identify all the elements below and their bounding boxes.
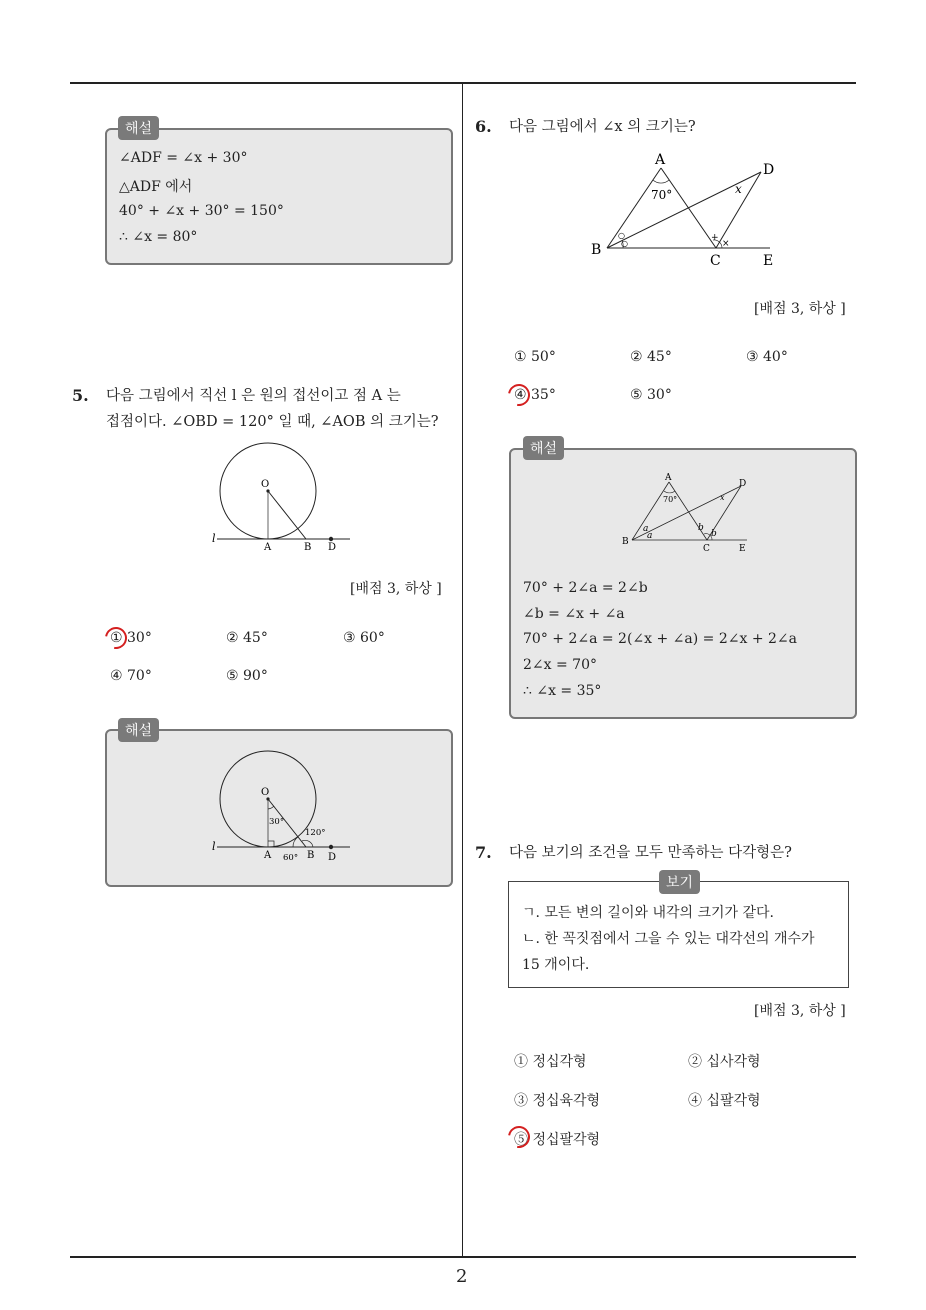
option-4[interactable]: ④ 70°	[110, 668, 152, 684]
question-text: 다음 그림에서 직선 l 은 원의 접선이고 점 A 는	[106, 388, 401, 404]
angle-x-label: x	[735, 182, 742, 196]
solution-line: 70° + 2∠a = 2∠b	[523, 580, 648, 596]
angle-b-label: 120°	[305, 828, 326, 838]
angle-b-label: b	[698, 523, 704, 533]
question-text: 다음 그림에서 ∠x 의 크기는?	[509, 119, 696, 135]
column-divider	[462, 84, 463, 1257]
angle-70-label: 70°	[663, 495, 678, 504]
point-a-label: A	[264, 542, 272, 553]
bogi-box	[508, 881, 849, 988]
bottom-rule	[70, 1256, 856, 1258]
option-3[interactable]: ③ 40°	[746, 349, 788, 365]
angle-a-label: a	[643, 524, 649, 534]
score-label: [배점 3, 하상 ]	[350, 581, 442, 597]
question-number: 5.	[72, 386, 89, 405]
q5-figure	[205, 440, 355, 555]
bogi-line: ㄴ. 한 꼭짓점에서 그을 수 있는 대각선의 개수가	[522, 931, 815, 947]
solution-box-q6	[509, 448, 857, 719]
option-2[interactable]: ② 십사각형	[688, 1054, 761, 1070]
option-1[interactable]: ① 30°	[110, 630, 152, 646]
bogi-tag: 보기	[659, 870, 700, 894]
angle-70-label: 70°	[651, 188, 673, 202]
question-number: 6.	[475, 117, 492, 136]
option-1[interactable]: ① 50°	[514, 349, 556, 365]
point-d-label: D	[763, 162, 775, 178]
point-d-label: D	[739, 479, 747, 489]
line-l-label: l	[212, 840, 216, 853]
point-b-label: B	[622, 537, 629, 547]
solution-line: ∠b = ∠x + ∠a	[523, 606, 625, 622]
solution-tag: 해설	[118, 116, 159, 140]
point-o-label: O	[261, 787, 270, 798]
point-b-label: B	[307, 850, 315, 861]
solution-tag: 해설	[118, 718, 159, 742]
solution-line: △ADF 에서	[119, 179, 193, 195]
option-4[interactable]: ④ 35°	[514, 387, 556, 403]
q5-solution-figure	[205, 747, 355, 867]
angle-top-label: 30°	[269, 817, 285, 827]
solution-box-q4	[105, 128, 453, 265]
point-c-label: C	[703, 544, 710, 554]
point-e-label: E	[739, 544, 746, 554]
angle-b-label: b	[711, 529, 717, 539]
point-c-label: C	[710, 253, 721, 269]
angle-mark: ×	[722, 239, 730, 249]
angle-a-label: a	[647, 531, 653, 541]
option-5[interactable]: ⑤ 30°	[630, 387, 672, 403]
solution-line: 40° + ∠x + 30° = 150°	[119, 203, 284, 219]
angle-mark: ○	[618, 231, 625, 240]
point-b-label: B	[591, 242, 602, 258]
score-label: [배점 3, 하상 ]	[754, 1003, 846, 1019]
line-l-label: l	[212, 532, 216, 545]
answer-mark	[504, 380, 535, 411]
point-b-label: B	[304, 542, 312, 553]
option-1[interactable]: ① 정십각형	[514, 1054, 587, 1070]
solution-line: ∠ADF = ∠x + 30°	[119, 150, 248, 166]
bogi-line: ㄱ. 모든 변의 길이와 내각의 크기가 같다.	[522, 905, 774, 921]
point-a-label: A	[665, 473, 672, 483]
solution-line: 2∠x = 70°	[523, 657, 597, 673]
point-d-label: D	[328, 542, 337, 553]
option-5[interactable]: ⑤ 90°	[226, 668, 268, 684]
point-a-label: A	[264, 850, 272, 861]
option-2[interactable]: ② 45°	[226, 630, 268, 646]
angle-mark: ○	[621, 239, 628, 248]
score-label: [배점 3, 하상 ]	[754, 301, 846, 317]
angle-bottom-label: 60°	[283, 853, 299, 863]
option-4[interactable]: ④ 십팔각형	[688, 1093, 761, 1109]
solution-tag: 해설	[523, 436, 564, 460]
q6-solution-figure	[619, 470, 759, 555]
point-d-label: D	[328, 852, 337, 863]
solution-box-q5	[105, 729, 453, 887]
q6-figure	[585, 148, 785, 270]
question-text: 접점이다. ∠OBD = 120° 일 때, ∠AOB 의 크기는?	[106, 414, 439, 430]
angle-mark: +	[711, 233, 719, 243]
angle-x-label: x	[720, 493, 725, 502]
option-2[interactable]: ② 45°	[630, 349, 672, 365]
question-text: 다음 보기의 조건을 모두 만족하는 다각형은?	[509, 845, 792, 861]
solution-line: 70° + 2∠a = 2(∠x + ∠a) = 2∠x + 2∠a	[523, 631, 798, 647]
bogi-line: 15 개이다.	[522, 957, 590, 973]
answer-mark	[101, 623, 132, 654]
point-a-label: A	[655, 152, 666, 168]
point-o-label: O	[261, 479, 270, 490]
solution-line: ∴ ∠x = 80°	[119, 229, 198, 245]
top-rule	[70, 82, 856, 84]
point-e-label: E	[763, 253, 774, 269]
page-number: 2	[456, 1266, 468, 1287]
option-3[interactable]: ③ 60°	[343, 630, 385, 646]
option-3[interactable]: ③ 정십육각형	[514, 1093, 601, 1109]
option-5[interactable]: ⑤ 정십팔각형	[514, 1132, 601, 1148]
solution-line: ∴ ∠x = 35°	[523, 683, 602, 699]
question-number: 7.	[475, 843, 492, 862]
